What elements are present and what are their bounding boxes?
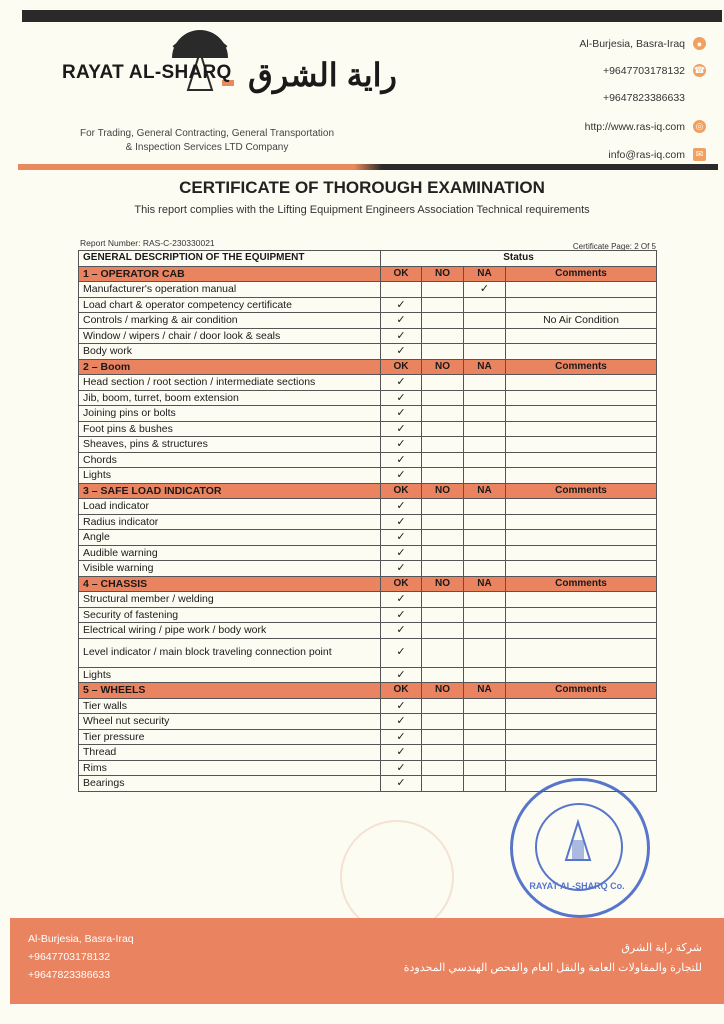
status-ok-cell: [381, 561, 422, 577]
email-text[interactable]: info@ras-iq.com: [608, 148, 685, 161]
item-comment: No Air Condition: [506, 313, 657, 329]
status-na-cell: [464, 452, 506, 468]
check-mark-icon: ✓: [396, 329, 406, 342]
item-label: Load indicator: [79, 499, 381, 515]
contact-phone-1: [603, 64, 706, 77]
stamp-crane-icon: [558, 816, 598, 866]
logo-text-en: RAYAT AL-SHARQ: [62, 62, 232, 83]
status-ok-cell: [381, 545, 422, 561]
status-na-cell: [464, 698, 506, 714]
status-na-cell: [464, 729, 506, 745]
table-row: [79, 545, 657, 561]
page-title: CERTIFICATE OF THOROUGH EXAMINATION: [179, 178, 545, 197]
item-label: Tier walls: [79, 698, 381, 714]
contact-website: [585, 120, 706, 133]
item-label: Angle: [79, 530, 381, 546]
item-comment: [506, 328, 657, 344]
item-comment: [506, 390, 657, 406]
check-mark-icon: ✓: [396, 546, 406, 559]
item-label: Joining pins or bolts: [79, 406, 381, 422]
footer-ar-line-2: للتجارة والمقاولات العامة والنقل العام والفحص الهندسي المحدودة: [403, 962, 702, 974]
check-mark-icon: ✓: [396, 608, 406, 621]
check-mark-icon: ✓: [396, 438, 406, 451]
col-ok-header: OK: [381, 576, 422, 592]
status-no-cell: [422, 406, 464, 422]
item-comment: [506, 607, 657, 623]
item-comment: [506, 452, 657, 468]
item-comment: [506, 530, 657, 546]
item-label: Lights: [79, 667, 381, 683]
check-mark-icon: ✓: [396, 407, 406, 420]
stamp-text: RAYAT AL-SHARQ Co.: [529, 881, 625, 891]
status-no-cell: [422, 561, 464, 577]
section-title: 4 – CHASSIS: [79, 576, 381, 592]
item-comment: [506, 406, 657, 422]
table-row: [79, 607, 657, 623]
status-ok-cell: [381, 344, 422, 360]
status-ok-cell: [381, 514, 422, 530]
status-na-cell: [464, 745, 506, 761]
col-ok-header: OK: [381, 359, 422, 375]
status-no-cell: [422, 592, 464, 608]
item-comment: [506, 545, 657, 561]
item-comment: [506, 638, 657, 667]
status-ok-cell: [381, 638, 422, 667]
status-na-cell: [464, 592, 506, 608]
col-no-header: NO: [422, 576, 464, 592]
item-label: Body work: [79, 344, 381, 360]
status-ok-cell: [381, 452, 422, 468]
check-mark-icon: ✓: [479, 283, 490, 296]
table-row: [79, 437, 657, 453]
table-row: [79, 514, 657, 530]
status-no-cell: [422, 760, 464, 776]
status-ok-cell: [381, 328, 422, 344]
status-ok-cell: [381, 745, 422, 761]
item-label: Head section / root section / intermediate sections: [79, 375, 381, 391]
location-icon: ●: [693, 37, 706, 50]
item-comment: [506, 592, 657, 608]
item-comment: [506, 468, 657, 484]
status-na-cell: [464, 514, 506, 530]
col-na-header: NA: [464, 576, 506, 592]
item-label: Wheel nut security: [79, 714, 381, 730]
item-label: Electrical wiring / pipe work / body work: [79, 623, 381, 639]
check-mark-icon: ✓: [396, 761, 406, 774]
table-row: [79, 328, 657, 344]
table-row: [79, 530, 657, 546]
status-no-cell: [422, 297, 464, 313]
check-mark-icon: ✓: [396, 469, 406, 482]
col-na-header: NA: [464, 683, 506, 699]
col-comments-header: Comments: [506, 576, 657, 592]
status-ok-cell: [381, 714, 422, 730]
logo-text-ar: راية الشرق: [248, 57, 397, 93]
item-comment: [506, 437, 657, 453]
status-no-cell: [422, 514, 464, 530]
table-header-row: [79, 251, 657, 267]
status-ok-cell: [381, 530, 422, 546]
item-label: Security of fastening: [79, 607, 381, 623]
contact-address: [579, 37, 706, 50]
footer-contact: [28, 930, 134, 984]
section-header-row: [79, 483, 657, 499]
tagline: [62, 127, 352, 155]
col-comments-header: Comments: [506, 483, 657, 499]
status-ok-cell: [381, 421, 422, 437]
item-label: Load chart & operator competency certificate: [79, 297, 381, 313]
status-ok-cell: [381, 623, 422, 639]
item-label: Visible warning: [79, 561, 381, 577]
check-mark-icon: ✓: [396, 314, 406, 327]
footer-phone-2: +9647823386633: [28, 969, 111, 981]
col-ok-header: OK: [381, 683, 422, 699]
item-comment: [506, 745, 657, 761]
status-na-cell: [464, 344, 506, 360]
item-label: Audible warning: [79, 545, 381, 561]
status-ok-cell: [381, 592, 422, 608]
status-na-cell: [464, 607, 506, 623]
contact-phone-2: [603, 92, 685, 104]
table-row: [79, 592, 657, 608]
general-description-header: GENERAL DESCRIPTION OF THE EQUIPMENT: [79, 251, 381, 267]
status-ok-cell: [381, 437, 422, 453]
status-no-cell: [422, 607, 464, 623]
item-comment: [506, 760, 657, 776]
status-na-cell: [464, 421, 506, 437]
section-title: 1 – OPERATOR CAB: [79, 266, 381, 282]
status-no-cell: [422, 729, 464, 745]
status-no-cell: [422, 545, 464, 561]
check-mark-icon: ✓: [396, 668, 406, 681]
col-ok-header: OK: [381, 266, 422, 282]
footer-arabic: [404, 938, 702, 978]
item-comment: [506, 667, 657, 683]
status-no-cell: [422, 745, 464, 761]
section-title: 3 – SAFE LOAD INDICATOR: [79, 483, 381, 499]
item-label: Window / wipers / chair / door look & seals: [79, 328, 381, 344]
item-comment: [506, 561, 657, 577]
item-comment: [506, 375, 657, 391]
check-mark-icon: ✓: [396, 345, 406, 358]
status-ok-cell: [381, 729, 422, 745]
status-header: Status: [381, 251, 657, 267]
section-header-row: [79, 266, 657, 282]
col-no-header: NO: [422, 483, 464, 499]
globe-icon: ◎: [693, 120, 706, 133]
table-row: [79, 452, 657, 468]
status-na-cell: [464, 530, 506, 546]
table-row: [79, 375, 657, 391]
col-na-header: NA: [464, 483, 506, 499]
item-comment: [506, 514, 657, 530]
item-comment: [506, 698, 657, 714]
item-comment: [506, 729, 657, 745]
item-label: Controls / marking & air condition: [79, 313, 381, 329]
col-ok-header: OK: [381, 483, 422, 499]
status-na-cell: [464, 437, 506, 453]
check-mark-icon: ✓: [396, 500, 406, 513]
item-comment: [506, 297, 657, 313]
item-label: Bearings: [79, 776, 381, 792]
report-number: Report Number: RAS-C-230330021: [80, 238, 215, 248]
col-no-header: NO: [422, 683, 464, 699]
check-mark-icon: ✓: [396, 730, 406, 743]
top-bar: [22, 10, 722, 22]
table-row: [79, 282, 657, 298]
status-na-cell: [464, 313, 506, 329]
section-header-row: [79, 683, 657, 699]
check-mark-icon: ✓: [396, 376, 406, 389]
table-row: [79, 344, 657, 360]
tagline-line-1: For Trading, General Contracting, General Transportation: [79, 128, 335, 139]
status-na-cell: [464, 328, 506, 344]
mail-icon: ✉: [693, 148, 706, 161]
col-comments-header: Comments: [506, 266, 657, 282]
col-comments-header: Comments: [506, 683, 657, 699]
status-ok-cell: [381, 499, 422, 515]
item-comment: [506, 623, 657, 639]
address-text: Al-Burjesia, Basra-Iraq: [579, 37, 685, 50]
item-label: Tier pressure: [79, 729, 381, 745]
header-divider: [18, 164, 718, 170]
status-ok-cell: [381, 760, 422, 776]
status-na-cell: [464, 667, 506, 683]
section-title: 2 – Boom: [79, 359, 381, 375]
table-row: [79, 297, 657, 313]
check-mark-icon: ✓: [396, 777, 406, 790]
table-row: [79, 623, 657, 639]
tagline-line-2: & Inspection Services LTD Company: [125, 142, 289, 153]
status-no-cell: [422, 667, 464, 683]
status-ok-cell: [381, 313, 422, 329]
status-ok-cell: [381, 297, 422, 313]
table-row: [79, 406, 657, 422]
phone-1-text: +9647703178132: [602, 64, 685, 77]
item-label: Jib, boom, turret, boom extension: [79, 390, 381, 406]
phone-2-text: +9647823386633: [602, 92, 685, 104]
check-mark-icon: ✓: [396, 422, 406, 435]
section-header-row: [79, 576, 657, 592]
check-mark-icon: ✓: [396, 531, 406, 544]
table-row: [79, 638, 657, 667]
item-label: Thread: [79, 745, 381, 761]
status-na-cell: [464, 297, 506, 313]
status-no-cell: [422, 452, 464, 468]
status-ok-cell: [381, 776, 422, 792]
inspection-table: [78, 250, 657, 792]
status-ok-cell: [381, 667, 422, 683]
status-no-cell: [422, 375, 464, 391]
section-header-row: [79, 359, 657, 375]
table-row: [79, 468, 657, 484]
status-no-cell: [422, 282, 464, 298]
website-text[interactable]: http://www.ras-iq.com: [584, 120, 685, 133]
status-na-cell: [464, 561, 506, 577]
check-mark-icon: ✓: [396, 593, 406, 606]
status-ok-cell: [381, 607, 422, 623]
footer-ar-line-1: شركة راية الشرق: [621, 942, 702, 954]
status-na-cell: [464, 282, 506, 298]
table-row: [79, 760, 657, 776]
table-row: [79, 561, 657, 577]
check-mark-icon: ✓: [396, 715, 406, 728]
status-na-cell: [464, 714, 506, 730]
item-comment: [506, 344, 657, 360]
status-no-cell: [422, 698, 464, 714]
section-title: 5 – WHEELS: [79, 683, 381, 699]
item-label: Lights: [79, 468, 381, 484]
status-no-cell: [422, 328, 464, 344]
status-na-cell: [464, 545, 506, 561]
item-comment: [506, 421, 657, 437]
table-row: [79, 698, 657, 714]
check-mark-icon: ✓: [396, 391, 406, 404]
status-no-cell: [422, 344, 464, 360]
status-na-cell: [464, 406, 506, 422]
contact-email: [608, 148, 706, 161]
status-no-cell: [422, 421, 464, 437]
item-label: Manufacturer's operation manual: [79, 282, 381, 298]
check-mark-icon: ✓: [396, 453, 406, 466]
status-na-cell: [464, 499, 506, 515]
item-label: Chords: [79, 452, 381, 468]
status-no-cell: [422, 714, 464, 730]
page-subtitle: This report complies with the Lifting Equipment Engineers Association Technical requirements: [134, 204, 590, 216]
item-label: Foot pins & bushes: [79, 421, 381, 437]
table-row: [79, 745, 657, 761]
status-no-cell: [422, 468, 464, 484]
item-label: Level indicator / main block traveling connection point: [79, 638, 381, 667]
check-mark-icon: ✓: [396, 624, 406, 637]
status-na-cell: [464, 623, 506, 639]
check-mark-icon: ✓: [396, 646, 406, 658]
footer: [10, 918, 724, 1004]
check-mark-icon: ✓: [396, 562, 406, 575]
col-no-header: NO: [422, 266, 464, 282]
company-stamp: [510, 778, 650, 918]
table-row: [79, 714, 657, 730]
status-na-cell: [464, 375, 506, 391]
col-na-header: NA: [464, 266, 506, 282]
check-mark-icon: ✓: [396, 746, 406, 759]
item-label: Rims: [79, 760, 381, 776]
item-comment: [506, 282, 657, 298]
table-row: [79, 390, 657, 406]
status-na-cell: [464, 776, 506, 792]
item-label: Sheaves, pins & structures: [79, 437, 381, 453]
table-row: [79, 667, 657, 683]
certificate-page: Certificate Page: 2 Of 5: [572, 242, 656, 251]
status-ok-cell: [381, 698, 422, 714]
item-label: Radius indicator: [79, 514, 381, 530]
check-mark-icon: ✓: [396, 515, 406, 528]
status-ok-cell: [381, 375, 422, 391]
status-ok-cell: [381, 390, 422, 406]
status-ok-cell: [381, 282, 422, 298]
col-no-header: NO: [422, 359, 464, 375]
table-row: [79, 421, 657, 437]
footer-address: Al-Burjesia, Basra-Iraq: [28, 933, 134, 945]
status-no-cell: [422, 390, 464, 406]
status-ok-cell: [381, 468, 422, 484]
watermark-seal: [340, 820, 454, 934]
status-na-cell: [464, 468, 506, 484]
status-no-cell: [422, 776, 464, 792]
item-comment: [506, 499, 657, 515]
status-no-cell: [422, 437, 464, 453]
status-no-cell: [422, 313, 464, 329]
status-ok-cell: [381, 406, 422, 422]
status-no-cell: [422, 638, 464, 667]
item-label: Structural member / welding: [79, 592, 381, 608]
check-mark-icon: ✓: [396, 699, 406, 712]
phone-icon: ☎: [693, 65, 706, 75]
check-mark-icon: ✓: [396, 298, 406, 311]
table-row: [79, 729, 657, 745]
status-no-cell: [422, 623, 464, 639]
col-comments-header: Comments: [506, 359, 657, 375]
status-na-cell: [464, 638, 506, 667]
status-na-cell: [464, 390, 506, 406]
status-no-cell: [422, 530, 464, 546]
status-no-cell: [422, 499, 464, 515]
footer-phone-1: +9647703178132: [28, 951, 111, 963]
status-na-cell: [464, 760, 506, 776]
col-na-header: NA: [464, 359, 506, 375]
item-comment: [506, 714, 657, 730]
table-row: [79, 499, 657, 515]
table-row: [79, 313, 657, 329]
